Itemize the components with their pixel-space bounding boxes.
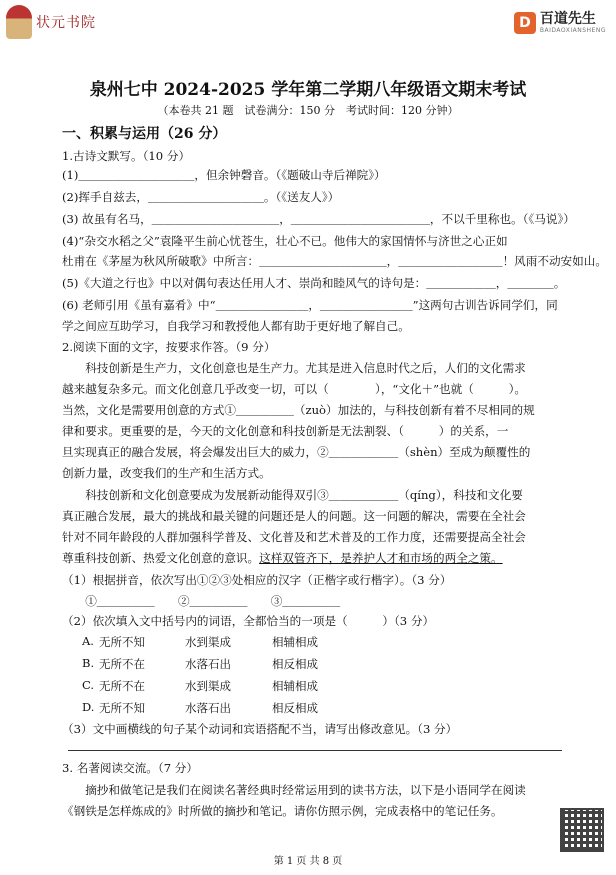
q1-line: (5)《大道之行也》中以对偶句表达任用人才、崇尚和睦风气的诗句是：＿＿＿＿＿＿，＿＿＿＿。 — [62, 276, 566, 290]
page-footer: 第 1 页 共 8 页 — [273, 856, 343, 867]
passage-line: 创新力量，改变我们的生产和生活方式。 — [62, 466, 271, 480]
left-brand-text: 状元书院 — [36, 15, 96, 31]
option-label: D. — [82, 700, 95, 714]
qr-code-icon — [560, 808, 604, 852]
q3-line: 摘抄和做笔记是我们在阅读名著经典时经常运用到的读书方法，以下是小语同学在阅读 — [62, 783, 526, 797]
q1-line: (6) 老师引用《虽有嘉肴》中“＿＿＿＿＿＿＿＿，＿＿＿＿＿＿＿＿”这两句古训告诉同学们，同 — [62, 298, 558, 312]
option-word: 无所不在 — [99, 657, 145, 671]
option-word: 相反相成 — [272, 701, 318, 715]
option-word: 水到渠成 — [185, 679, 231, 693]
scholar-avatar-icon — [6, 5, 32, 39]
q2-heading: 2.阅读下面的文字，按要求作答。（9 分） — [62, 340, 276, 354]
right-brand-text: 百道先生 — [539, 11, 596, 27]
passage-line: 旦实现真正的融合发展，将会爆发出巨大的威力，②＿＿＿＿＿＿（shèn）至成为颠覆性的 — [62, 445, 531, 459]
q3-heading: 3. 名著阅读交流。（7 分） — [62, 761, 198, 775]
right-brand-en: BAIDAOXIANSHENG — [539, 27, 606, 34]
q3-line: 《钢铁是怎样炼成的》时所做的摘抄和笔记。请你仿照示例，完成表格中的笔记任务。 — [62, 804, 503, 818]
q1-heading: 1.古诗文默写。（10 分） — [62, 149, 191, 163]
passage-text: 尊重科技创新、热爱文化创意的意识。 — [62, 551, 260, 565]
option-word: 水落石出 — [185, 701, 231, 715]
option-word: 水落石出 — [185, 657, 231, 671]
option-word: 水到渠成 — [185, 635, 231, 649]
passage-line — [62, 550, 503, 566]
option-label: A. — [82, 634, 94, 648]
q1-line: 杜甫在《茅屋为秋风所破歌》中所言：＿＿＿＿＿＿＿＿＿＿＿，＿＿＿＿＿＿＿＿＿！风雨不动安如山。 — [62, 254, 607, 268]
option-word: 无所不在 — [99, 679, 145, 693]
section-heading: 一、积累与运用（26 分） — [62, 126, 227, 142]
header-right-brand — [514, 12, 606, 34]
q2-subquestion-1: （1）根据拼音，依次写出①②③处相应的汉字（正楷字或行楷字）。（3 分） — [62, 573, 452, 587]
option-word: 相辅相成 — [272, 635, 318, 649]
q1-line: (2)挥手自兹去，＿＿＿＿＿＿＿＿＿＿。（《送友人》） — [62, 190, 340, 204]
answer-blanks: ①＿＿＿＿＿ ②＿＿＿＿＿ ③＿＿＿＿＿ — [62, 594, 341, 608]
option-word: 相反相成 — [272, 657, 318, 671]
q1-line: (4)“杂交水稻之父”袁隆平生前心忧苍生，壮心不已。他伟大的家国情怀与济世之心正如 — [62, 234, 508, 248]
passage-line: 针对不同年龄段的人群加强科学普及、文化普及和艺术普及的工作力度，还需要提高全社会 — [62, 530, 526, 544]
passage-line: 当然，文化是需要用创意的方式①＿＿＿＿＿（zuò）加法的，与科技创新有着不尽相同的规 — [62, 403, 535, 417]
exam-title: 泉州七中 2024-2025 学年第二学期八年级语文期末考试 — [89, 80, 527, 100]
q2-subquestion-3: （3）文中画横线的句子某个动词和宾语搭配不当，请写出修改意见。（3 分） — [62, 722, 458, 736]
q1-line: (3) 故虽有名马，＿＿＿＿＿＿＿＿＿＿＿，＿＿＿＿＿＿＿＿＿＿＿＿，不以千里称也。（《马说》） — [62, 212, 575, 226]
option-word: 相辅相成 — [272, 679, 318, 693]
passage-line: 律和要求。更重要的是，今天的文化创意和科技创新是无法割裂、（ ）的关系，一 — [62, 424, 509, 438]
baidao-logo-icon: D — [514, 12, 536, 34]
header-left-brand — [0, 0, 96, 44]
passage-line: 真正融合发展，最大的挑战和最关键的问题还是人的问题。这一问题的解决，需要在全社会 — [62, 509, 526, 523]
option-label: C. — [82, 678, 95, 692]
passage-line: 科技创新和文化创意要成为发展新动能得双引③＿＿＿＿＿＿（qíng），科技和文化要 — [62, 488, 523, 502]
passage-line: 科技创新是生产力，文化创意也是生产力。尤其是进入信息时代之后，人们的文化需求 — [62, 361, 526, 375]
option-word: 无所不知 — [99, 701, 145, 715]
option-word: 无所不知 — [99, 635, 145, 649]
passage-line: 越来越复杂多元。而文化创意几乎改变一切，可以（ ），“文化＋”也就（ ）。 — [62, 382, 527, 396]
option-label: B. — [82, 656, 95, 670]
q2-subquestion-2: （2）依次填入文中括号内的词语，全都恰当的一项是（ ）（3 分） — [62, 614, 435, 628]
answer-line — [68, 750, 562, 751]
q1-line: (1)＿＿＿＿＿＿＿＿＿＿，但余钟磬音。（《题破山寺后禅院》） — [62, 168, 386, 182]
underlined-sentence: 这样双管齐下，是养护人才和市场的两全之策。 — [259, 551, 503, 565]
exam-subtitle: （本卷共 21 题 试卷满分：150 分 考试时间：120 分钟） — [157, 104, 459, 117]
q1-line: 学之间应互助学习，自我学习和教授他人都有助于更好地了解自己。 — [62, 319, 410, 333]
